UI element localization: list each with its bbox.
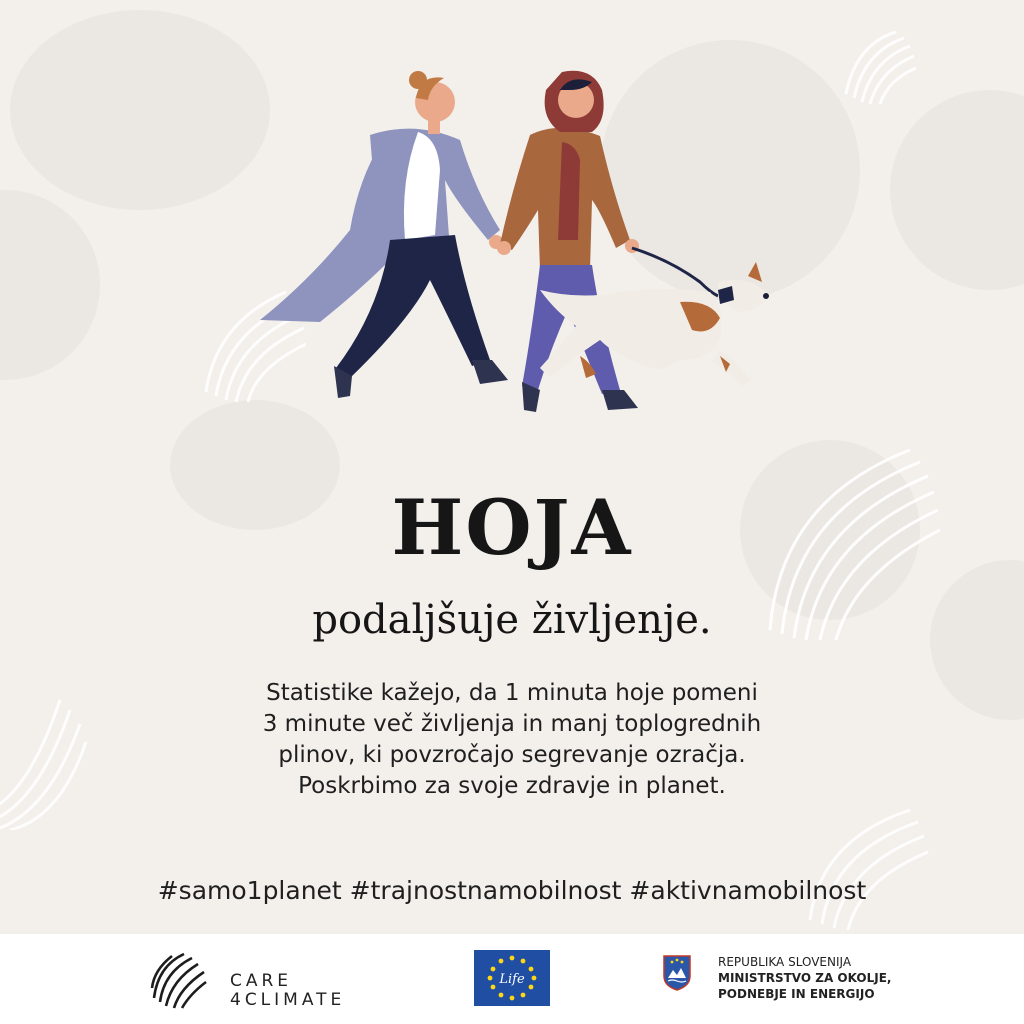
background-circle	[890, 90, 1024, 290]
eu-stars-icon	[474, 950, 550, 1006]
page-subtitle: podaljšuje življenje.	[312, 597, 712, 643]
page-title: HOJA	[391, 483, 633, 572]
background-circle	[930, 560, 1024, 720]
body-line: Statistike kažejo, da 1 minuta hoje pomeni	[266, 680, 758, 706]
wave-pattern-icon	[0, 690, 90, 830]
care4climate-logo[interactable]	[148, 948, 378, 1010]
woman-figure	[260, 71, 508, 398]
body-paragraph	[150, 678, 874, 802]
care4climate-swirl-icon	[148, 948, 210, 1010]
life-text: Life	[499, 972, 525, 987]
ministry-logo[interactable]	[662, 952, 922, 1012]
wave-pattern-icon	[836, 24, 916, 104]
body-line: 3 minute več življenja in manj toplogrednih	[262, 711, 762, 738]
wave-pattern-icon	[800, 800, 930, 930]
slovenia-crest-icon	[662, 954, 692, 992]
body-line: plinov, ki povzročajo segrevanje ozračja.	[278, 742, 746, 769]
background-circle	[10, 10, 270, 210]
ministry-name: REPUBLIKA SLOVENIJA MINISTRSTVO ZA OKOLJE, PODNEBJE IN ENERGIJO	[718, 955, 892, 1002]
walking-couple-illustration	[240, 60, 800, 430]
body-line: Poskrbimo za svoje zdravje in planet.	[298, 773, 726, 800]
care4climate-wordmark: CARE 4CLIMATE	[230, 971, 346, 1010]
background-circle	[0, 190, 100, 380]
footer-logos	[0, 934, 1024, 1024]
hashtags: #samo1planet #trajnostnamobilnost #aktivnamobilnost	[157, 876, 867, 905]
eu-life-logo[interactable]	[474, 950, 550, 1006]
